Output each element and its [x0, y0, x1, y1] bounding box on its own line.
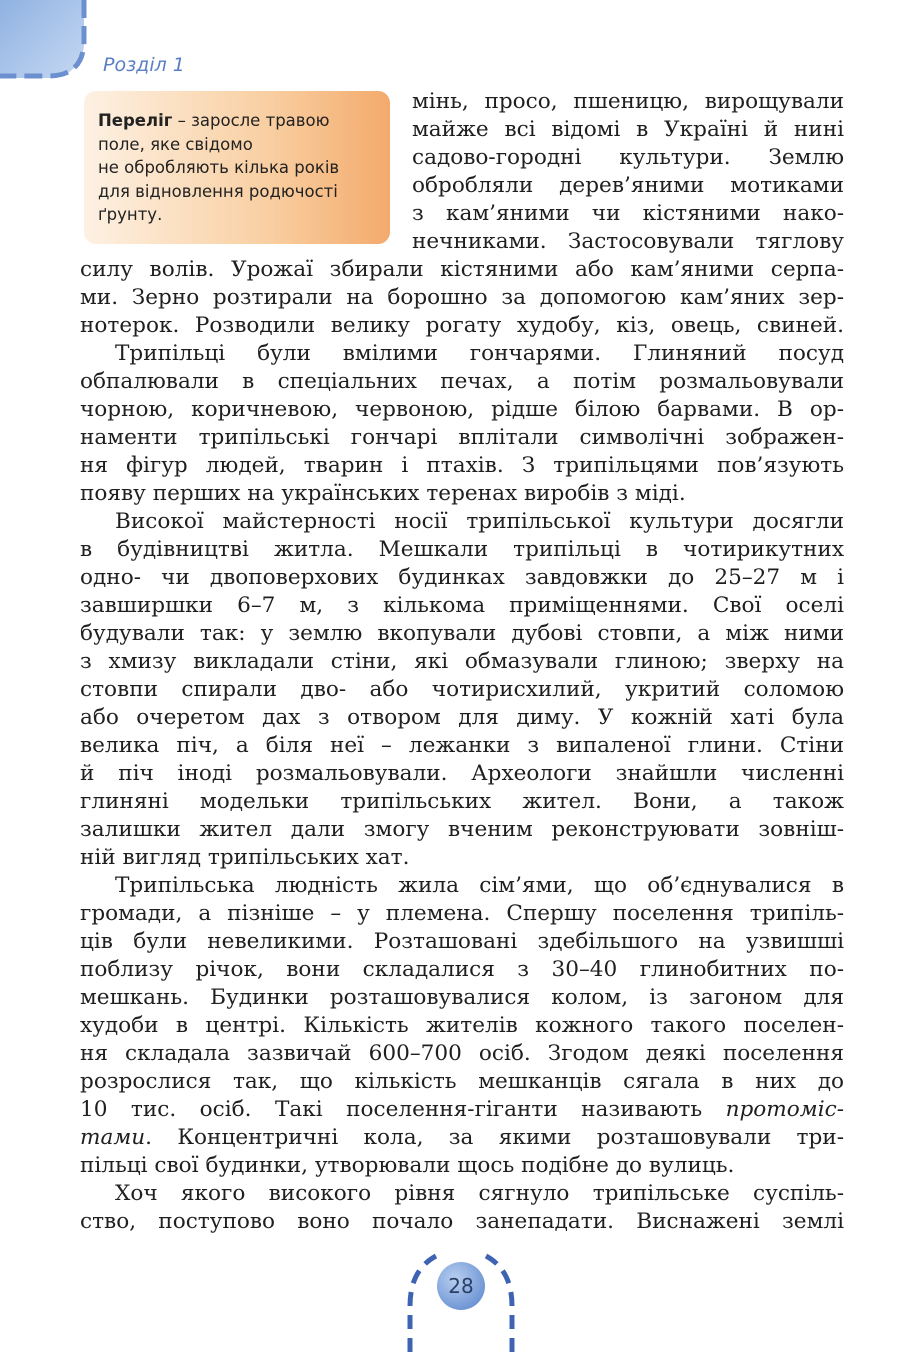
text-line: велика піч, а біля неї – лежанки з випаленої глини. Стіни [80, 733, 844, 758]
text-line: нотерок. Розводили велику рогату худобу, кіз, овець, свиней. [80, 313, 844, 338]
text-line: обробляли дерев’яними мотиками [412, 173, 844, 198]
text-line-with-term: тами. Концентричні кола, за якими розташовували три- [80, 1125, 844, 1150]
text-line: ців були невеликими. Розташовані здебільшого на узвишші [80, 929, 844, 954]
text-line: обпалювали в спеціальних печах, а потім розмальовували [80, 369, 844, 394]
text-line: наменти трипільські гончарі вплітали символічні зображен- [80, 425, 844, 450]
paragraph-first-line: Хоч якого високого рівня сягнуло трипільське суспіль- [115, 1181, 844, 1206]
text-line: ство, поступово воно почало занепадати. Виснажені землі [80, 1209, 844, 1234]
definition-line: не обробляють кілька років [98, 158, 340, 177]
italic-term: протоміс- [725, 1097, 844, 1122]
paragraph-first-line: Високої майстерності носії трипільської культури досягли [115, 509, 844, 534]
corner-dashed-outline [0, 0, 100, 90]
text-line: мешкань. Будинки розташовувалися колом, із загоном для [80, 985, 844, 1010]
text-line: ня фігур людей, тварин і птахів. З трипільцями пов’язують [80, 453, 844, 478]
text-line: з кам’яними чи кістяними нако- [412, 201, 844, 226]
definition-line: поле, яке свідомо [98, 134, 253, 154]
text-line: худоби в центрі. Кількість жителів кожного такого поселен- [80, 1013, 844, 1038]
paragraph-first-line: Трипільська людність жила сім’ями, що об’єднувалися в [115, 873, 844, 898]
paragraph-last-line: пільці свої будинки, утворювали щось подібне до вулиць. [80, 1153, 735, 1178]
text-line: й піч іноді розмальовували. Археологи знайшли численні [80, 761, 844, 786]
text-line: садово-городні культури. Землю [412, 145, 844, 170]
text-line: глиняні модельки трипільських жител. Вони, а також [80, 789, 844, 814]
text-line: стовпи спирали дво- або чотирисхилий, укритий соломою [80, 677, 844, 702]
definition-line: для відновлення родючості [98, 181, 338, 201]
definition-line: Переліг – заросле травою [98, 111, 330, 130]
text-line: мінь, просо, пшеницю, вирощували [412, 89, 844, 114]
definition-line: ґрунту. [98, 205, 163, 224]
text-line: в будівництві житла. Мешкали трипільці в чотирикутних [80, 537, 844, 562]
paragraph-last-line: появу перших на українських теренах виробів з міді. [80, 481, 686, 506]
definition-box [84, 91, 390, 244]
paragraph-first-line: Трипільці були вмілими гончарями. Глиняний посуд [115, 341, 844, 366]
text-line: залишки жител дали змогу вченим реконструювати зовніш- [80, 817, 844, 842]
text-line: нечниками. Застосовували тяглову [412, 229, 844, 254]
text-line: силу волів. Урожаї збирали кістяними або кам’яними серпа- [80, 257, 844, 282]
text-line: або очеретом дах з отвором для диму. У кожній хаті була [80, 705, 844, 730]
paragraph-last-line: ній вигляд трипільських хат. [80, 845, 410, 870]
text-line: одно- чи двоповерхових будинках завдовжки до 25–27 м і [80, 565, 844, 590]
text-line: майже всі відомі в Україні й нині [412, 117, 844, 142]
text-line: чорною, коричневою, червоною, рідше білою барвами. В ор- [80, 397, 844, 422]
italic-term: тами [80, 1125, 146, 1150]
text-line-with-term: 10 тис. осіб. Такі поселення-гіганти називають протоміс- [80, 1097, 844, 1122]
section-label: Розділ 1 [103, 54, 185, 76]
text-line: ми. Зерно розтирали на борошно за допомогою кам’яних зер- [80, 285, 844, 310]
text-line: розрослися так, що кількість мешканців сягала в них до [80, 1069, 844, 1094]
text-line: завширшки 6–7 м, з кількома приміщеннями. Свої оселі [80, 593, 844, 618]
text-line: з хмизу викладали стіни, які обмазували глиною; зверху на [80, 649, 844, 674]
text-line: будували так: у землю вкопували дубові стовпи, а між ними [80, 621, 844, 646]
definition-term: Переліг [98, 111, 173, 130]
text-line: громади, а пізніше – у племена. Спершу поселення трипіль- [80, 901, 844, 926]
page-number: 28 [437, 1262, 485, 1310]
text-line: ня складала зазвичай 600–700 осіб. Згодом деякі поселення [80, 1041, 844, 1066]
text-line: поблизу річок, вони складалися з 30–40 глинобитних по- [80, 957, 844, 982]
